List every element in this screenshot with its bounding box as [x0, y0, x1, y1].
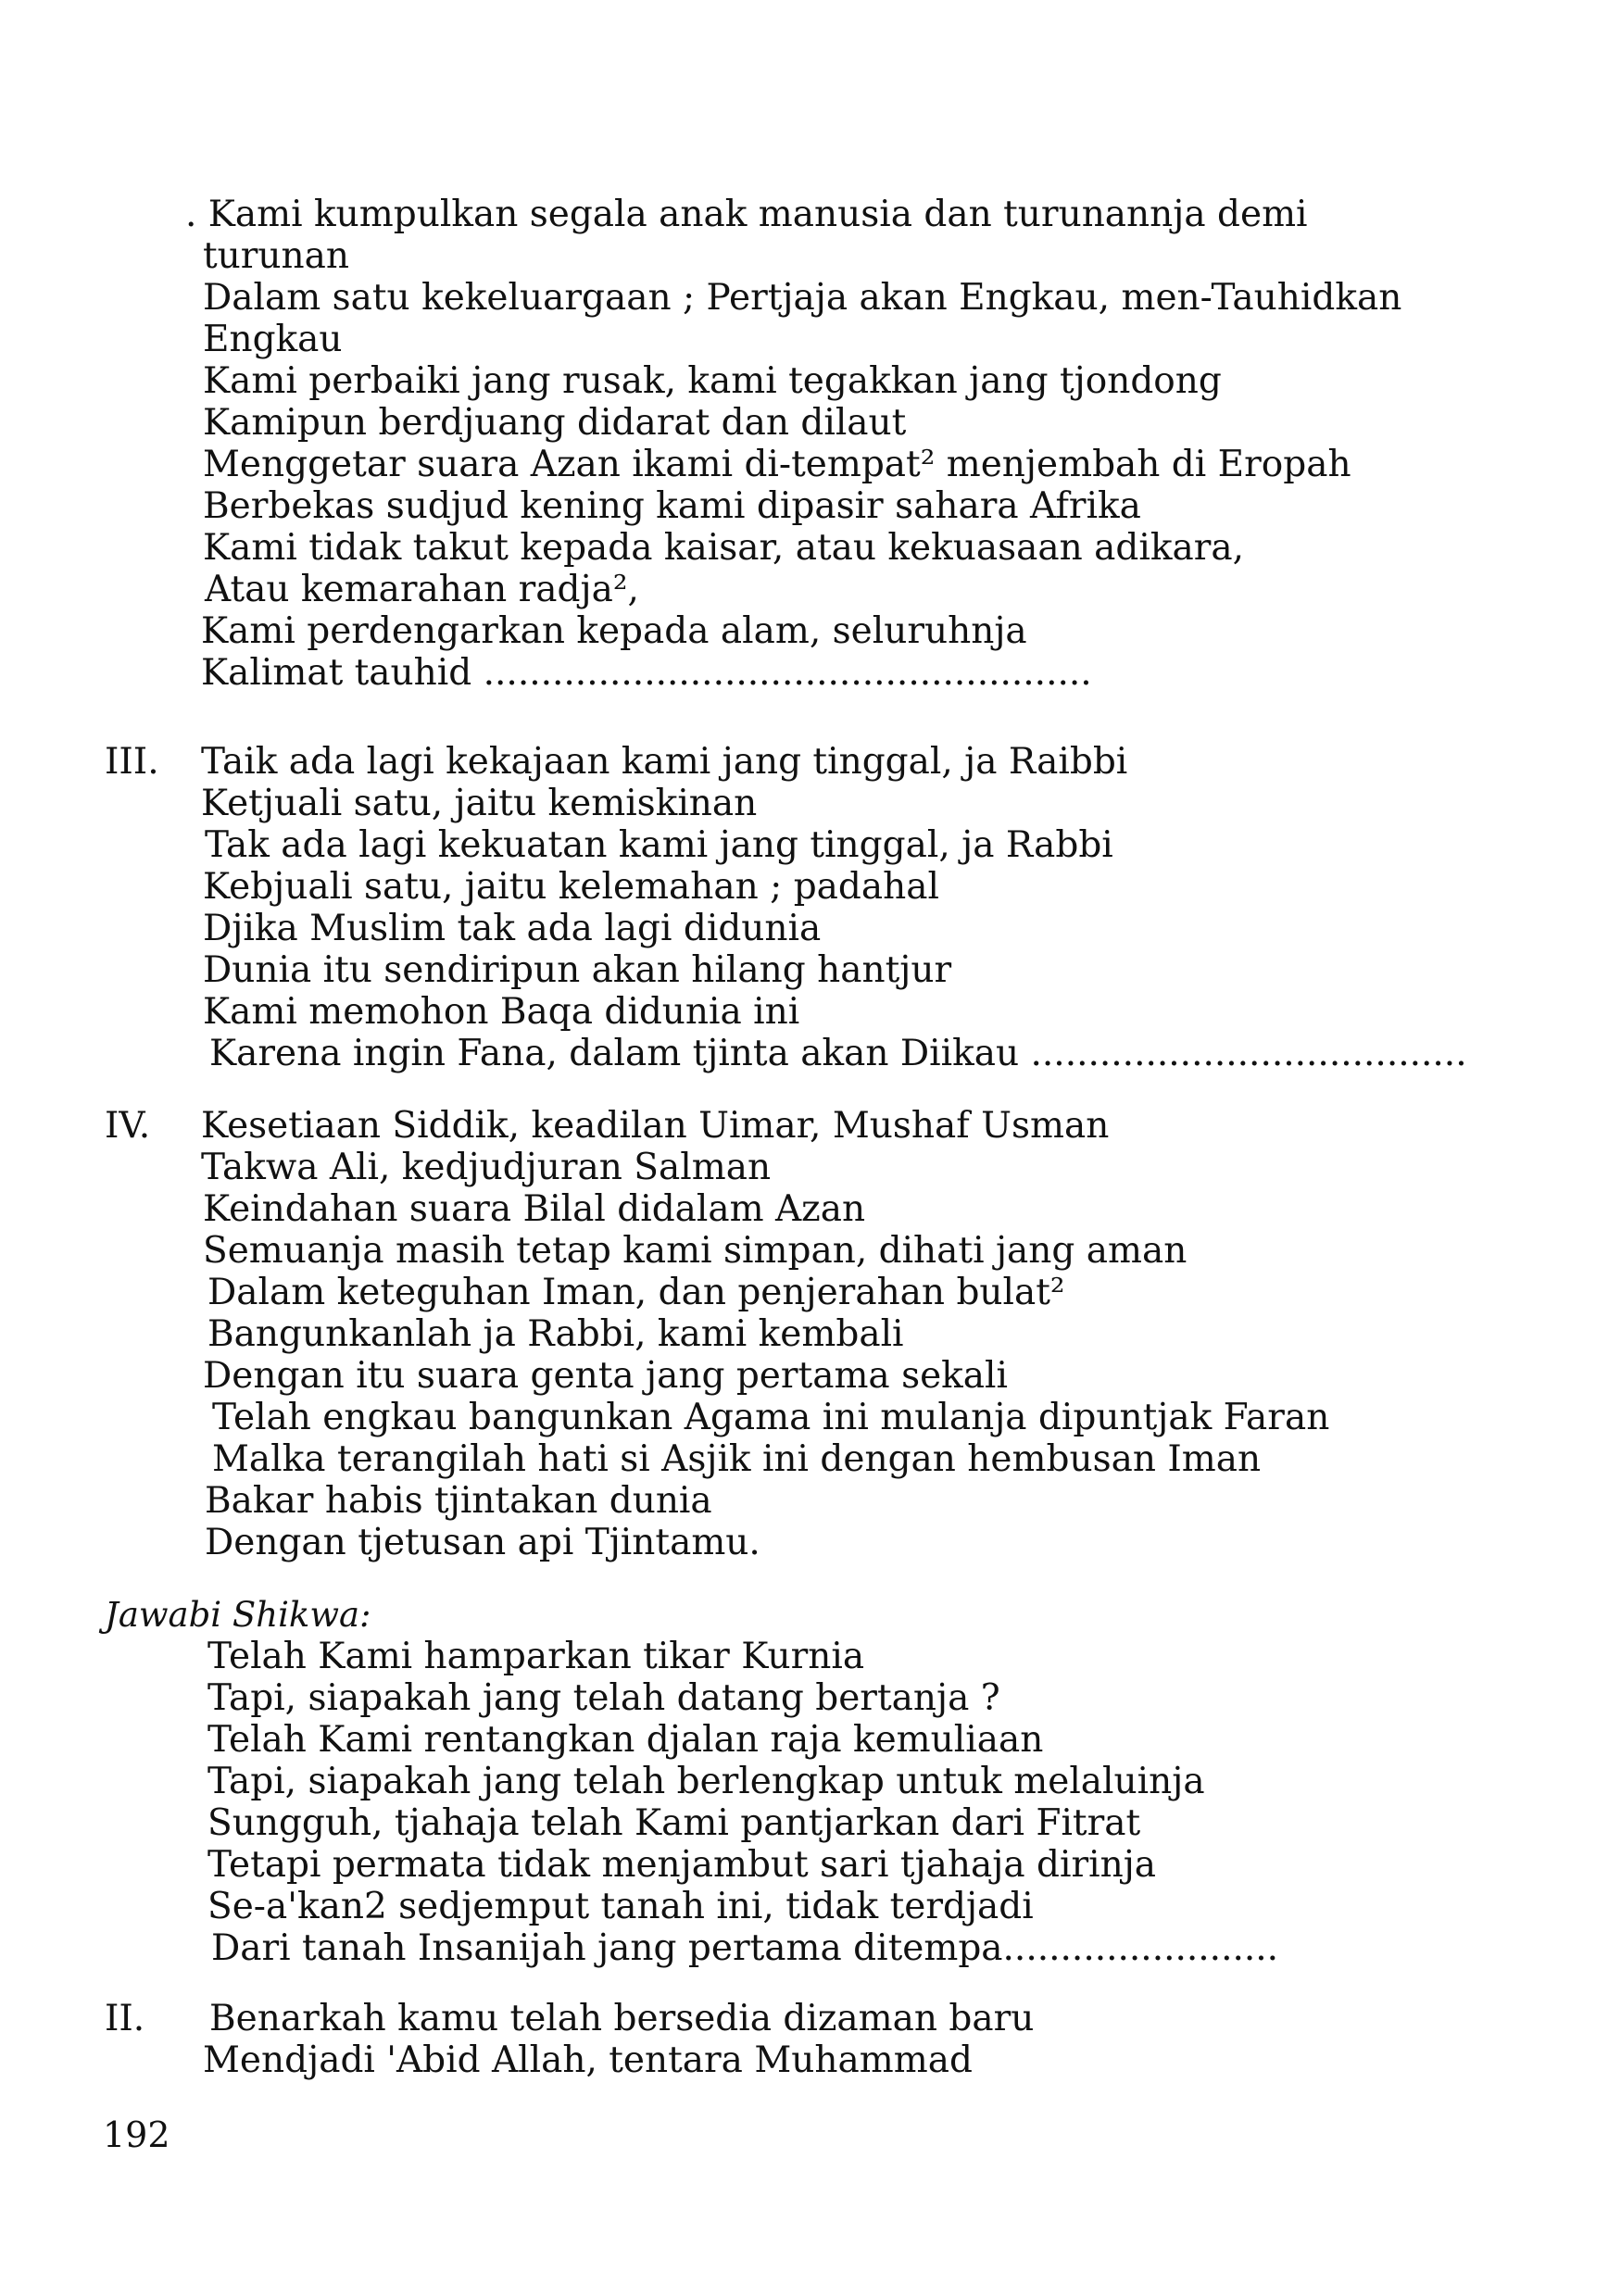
poem-line: Atau kemarahan radja²,: [205, 569, 639, 610]
poem-line: Tetapi permata tidak menjambut sari tjahaja dirinja: [207, 1844, 1157, 1886]
poem-line: Kami tidak takut kepada kaisar, atau kekuasaan adikara,: [203, 527, 1244, 569]
poem-line: Djika Muslim tak ada lagi didunia: [203, 908, 822, 949]
poem-line: Sungguh, tjahaja telah Kami pantjarkan dari Fitrat: [207, 1802, 1141, 1844]
poem-line: Dalam satu kekeluargaan ; Pertjaja akan Engkau, men-Tauhidkan: [203, 277, 1402, 319]
poem-line: Se-a'kan2 sedjemput tanah ini, tidak terdjadi: [207, 1886, 1034, 1927]
poem-line: Tak ada lagi kekuatan kami jang tinggal, ja Rabbi: [205, 824, 1113, 866]
poem-line: Benarkah kamu telah bersedia dizaman baru: [209, 1998, 1035, 2039]
poem-line: Kami memohon Baqa didunia ini: [203, 991, 800, 1033]
poem-line: turunan: [203, 235, 350, 277]
stanza-numeral: IV.: [105, 1105, 151, 1147]
poem-line: Dengan tjetusan api Tjintamu.: [205, 1522, 760, 1563]
poem-line: Kami perbaiki jang rusak, kami tegakkan jang tjondong: [203, 360, 1222, 402]
poem-line: Tapi, siapakah jang telah datang bertanja ?: [207, 1677, 1000, 1719]
poem-line: Dari tanah Insanijah jang pertama ditempa........................: [211, 1927, 1279, 1969]
poem-line: Telah Kami rentangkan djalan raja kemuliaan: [207, 1719, 1044, 1761]
stanza-numeral: II.: [105, 1998, 145, 2039]
poem-line: Tapi, siapakah jang telah berlengkap untuk melaluinja: [207, 1761, 1205, 1802]
poem-line: Dalam keteguhan Iman, dan penjerahan bulat²: [207, 1272, 1065, 1313]
stanza-numeral: III.: [105, 741, 159, 783]
poem-line: Telah engkau bangunkan Agama ini mulanja dipuntjak Faran: [212, 1397, 1330, 1438]
poem-line: Keindahan suara Bilal didalam Azan: [203, 1188, 866, 1230]
section-heading: Jawabi Shikwa:: [105, 1595, 371, 1635]
poem-line: Kebjuali satu, jaitu kelemahan ; padahal: [203, 866, 939, 908]
poem-line: Kalimat tauhid .....................................................: [201, 652, 1092, 694]
poem-line: Menggetar suara Azan ikami di-tempat² menjembah di Eropah: [203, 444, 1351, 485]
poem-line: Kami perdengarkan kepada alam, seluruhnja: [201, 610, 1027, 652]
page-number: 192: [103, 2114, 170, 2155]
poem-line: Malka terangilah hati si Asjik ini dengan hembusan Iman: [212, 1438, 1262, 1480]
poem-line: Kesetiaan Siddik, keadilan Uimar, Mushaf Usman: [201, 1105, 1110, 1147]
poem-line: Telah Kami hamparkan tikar Kurnia: [207, 1636, 865, 1677]
poem-line: . Kami kumpulkan segala anak manusia dan turunannja demi: [185, 194, 1308, 235]
poem-line: Semuanja masih tetap kami simpan, dihati jang aman: [203, 1230, 1187, 1272]
poem-line: Ketjuali satu, jaitu kemiskinan: [201, 783, 758, 824]
poem-line: Bangunkanlah ja Rabbi, kami kembali: [207, 1313, 904, 1355]
poem-line: Dengan itu suara genta jang pertama sekali: [203, 1355, 1009, 1397]
poem-line: Dunia itu sendiripun akan hilang hantjur: [203, 949, 952, 991]
poem-line: Takwa Ali, kedjudjuran Salman: [201, 1147, 772, 1188]
poem-line: Bakar habis tjintakan dunia: [205, 1480, 712, 1522]
poem-line: Mendjadi 'Abid Allah, tentara Muhammad: [203, 2039, 973, 2081]
poem-line: Berbekas sudjud kening kami dipasir sahara Afrika: [203, 485, 1141, 527]
poem-line: Taik ada lagi kekajaan kami jang tinggal, ja Raibbi: [201, 741, 1128, 783]
poem-line: Karena ingin Fana, dalam tjinta akan Diikau ......................................: [209, 1033, 1467, 1074]
poem-line: Engkau: [203, 319, 343, 360]
poem-line: Kamipun berdjuang didarat dan dilaut: [203, 402, 907, 444]
